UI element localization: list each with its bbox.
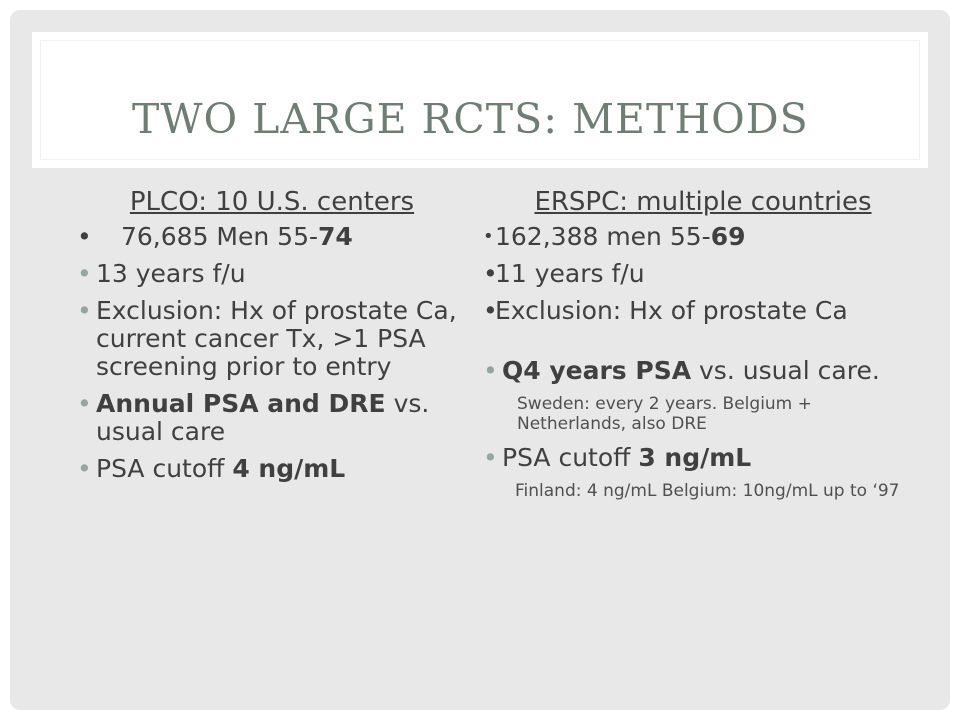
right-bullet-2: • 11 years f/u	[483, 259, 645, 288]
bullet-dot: •	[483, 296, 498, 325]
right-bullet-1: • 162,388 men 55-69	[483, 222, 746, 251]
right-heading: ERSPC: multiple countries	[534, 187, 872, 217]
left-heading: PLCO: 10 U.S. centers	[129, 187, 415, 217]
left-bullet-5: • PSA cutoff 4 ng/mL	[77, 454, 346, 483]
slide-title: TWO LARGE RCTS: METHODS	[132, 95, 809, 143]
left-column	[77, 187, 467, 492]
bullet-dot: •	[77, 259, 92, 288]
right-bullet-3: • Exclusion: Hx of prostate Ca	[483, 296, 848, 325]
right-bullet-5: • PSA cutoff 3 ng/mL	[483, 443, 752, 472]
title-box	[32, 32, 928, 168]
bullet-dot: •	[77, 389, 92, 418]
bullet-dot: •	[77, 454, 92, 483]
left-bullet-2: • 13 years f/u	[77, 259, 246, 288]
bullet-dot: •	[483, 226, 494, 247]
bullet-dot: •	[483, 443, 498, 472]
right-note-1: Sweden: every 2 years. Belgium + Netherlands, also DRE	[517, 394, 812, 434]
bullet-dot: •	[483, 356, 498, 385]
left-bullet-4: • Annual PSA and DRE vs. usual care	[77, 389, 430, 446]
left-bullet-3: • Exclusion: Hx of prostate Ca, current cancer Tx, >1 PSA screening prior to entry	[77, 296, 457, 381]
bullet-dot: •	[77, 296, 92, 325]
right-column	[483, 187, 923, 501]
bullet-dot: •	[483, 259, 498, 288]
right-note-2: Finland: 4 ng/mL Belgium: 10ng/mL up to ‘97	[515, 481, 900, 501]
right-bullet-4: • Q4 years PSA vs. usual care.	[483, 356, 880, 385]
bullet-dot: •	[77, 222, 92, 251]
left-bullet-1: • 76,685 Men 55-74	[77, 222, 353, 251]
